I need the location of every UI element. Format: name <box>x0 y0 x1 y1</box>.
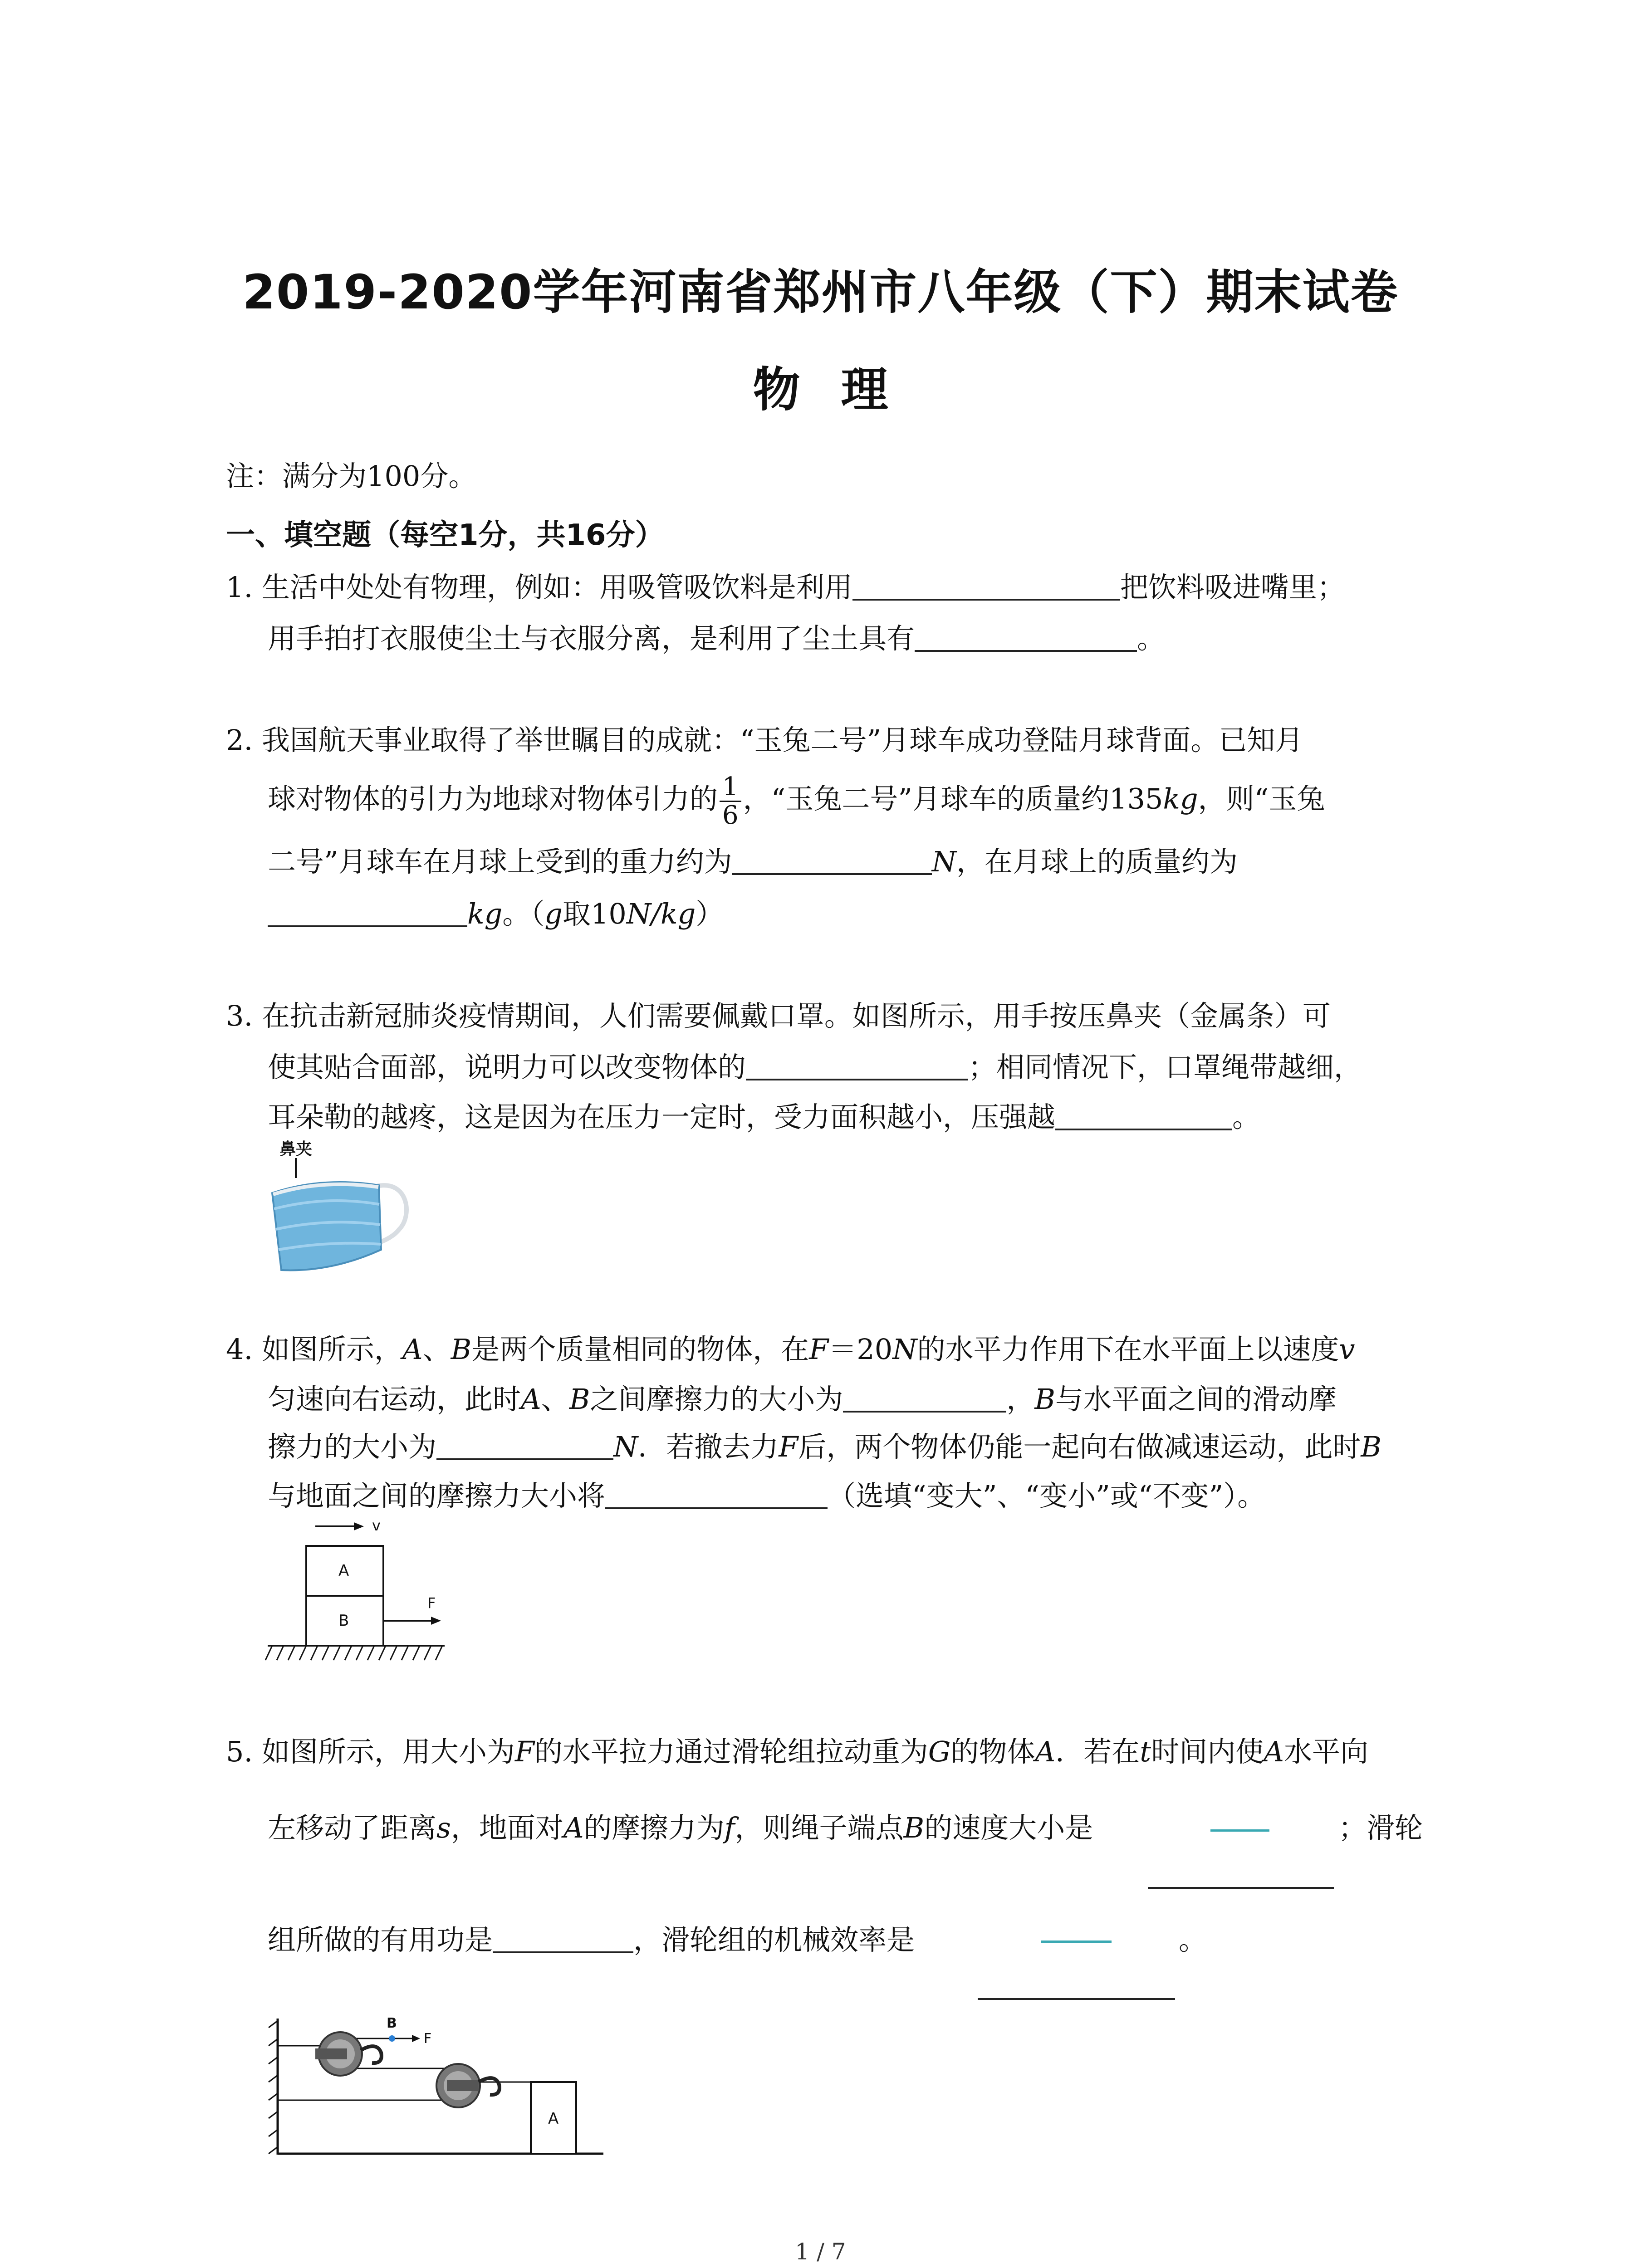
q5-blank-1[interactable] <box>1148 1887 1334 1889</box>
fixed-pulley-hook <box>361 2046 382 2063</box>
q5-teal-dash-1 <box>1210 1829 1269 1832</box>
page-number: 1 / 7 <box>795 2239 846 2265</box>
section-heading-fill-in: 一、填空题（每空1分，共16分） <box>226 518 664 552</box>
point-b-marker <box>389 2035 395 2042</box>
movable-pulley-hook <box>479 2078 500 2095</box>
q4-line-3: 擦力的大小为 N．若撤去力F后，两个物体仍能一起向右做减速运动，此时B <box>268 1430 1381 1463</box>
q4-line-2: 匀速向右运动，此时A、B之间摩擦力的大小为 ，B与水平面之间的滑动摩 <box>268 1383 1337 1416</box>
q5-line-2: 左移动了距离s，地面对A的摩擦力为f，则绳子端点B的速度大小是 <box>268 1811 1093 1844</box>
force-label: F <box>427 1594 436 1612</box>
q5-blank-2[interactable] <box>493 1923 633 1953</box>
q3-blank-2[interactable] <box>1055 1100 1232 1130</box>
q2-blank-2[interactable] <box>268 897 467 927</box>
q4-line-1: 4. 如图所示，A、B是两个质量相同的物体，在F＝20N的水平力作用下在水平面上以速度v <box>226 1333 1355 1366</box>
q5-line-3-end: 。 <box>1179 1923 1207 1956</box>
point-b-label: B <box>387 2015 397 2031</box>
exam-title: 2019-2020学年河南省郑州市八年级（下）期末试卷 <box>242 264 1399 320</box>
pull-force-label: F <box>424 2031 432 2047</box>
mask-figure <box>263 1136 413 1281</box>
q2-fraction: $\frac{1}{6}$ <box>720 773 741 829</box>
force-arrowhead <box>431 1617 441 1625</box>
q1-line-1: 1. 生活中处处有物理，例如：用吸管吸饮料是利用 把饮料吸进嘴里； <box>226 571 1345 604</box>
ground-hatching <box>265 1646 442 1660</box>
q2-line-1: 2. 我国航天事业取得了举世瞩目的成就：“玉兔二号”月球车成功登陆月球背面。已知月 <box>226 723 1303 757</box>
q1-line-2: 用手拍打衣服使尘土与衣服分离，是利用了尘土具有 。 <box>268 622 1166 655</box>
nose-clip-label: 鼻夹 <box>279 1140 313 1158</box>
blocks-figure <box>263 1515 454 1669</box>
q3-line-2: 使其贴合面部，说明力可以改变物体的 ；相同情况下，口罩绳带越细， <box>268 1051 1362 1084</box>
q1-blank-2[interactable] <box>915 622 1137 652</box>
q2-blank-1[interactable] <box>732 845 932 875</box>
exam-subject: 物理 <box>753 362 929 417</box>
q5-blank-3[interactable] <box>978 1998 1175 2000</box>
q3-line-3: 耳朵勒的越疼，这是因为在压力一定时，受力面积越小，压强越 。 <box>268 1100 1261 1134</box>
q4-blank-2[interactable] <box>436 1430 613 1460</box>
score-note: 注：满分为100分。 <box>226 459 477 493</box>
wall-hatching <box>269 2021 278 2154</box>
q4-blank-3[interactable] <box>605 1479 828 1509</box>
velocity-label: v <box>372 1517 381 1534</box>
q2-line-3: 二号”月球车在月球上受到的重力约为 N，在月球上的质量约为 <box>268 845 1238 878</box>
q2-line-2: 球对物体的引力为地球对物体引力的 $\frac{1}{6}$ ，“玉兔二号”月球车的质量约135kg，则“玉兔 <box>268 772 1325 830</box>
q5-line-3: 组所做的有用功是 ，滑轮组的机械效率是 <box>268 1923 915 1956</box>
q3-line-1: 3. 在抗击新冠肺炎疫情期间，人们需要佩戴口罩。如图所示，用手按压鼻夹（金属条）可 <box>226 999 1331 1032</box>
movable-pulley-axle <box>447 2080 479 2091</box>
q4-line-4: 与地面之间的摩擦力大小将 （选填“变大”、“变小”或“不变”）。 <box>268 1479 1266 1512</box>
fixed-pulley-axle <box>315 2048 347 2059</box>
block-a-label: A <box>338 1562 349 1580</box>
block-a-label: A <box>548 2110 559 2128</box>
q5-line-2-end: ；滑轮 <box>1338 1811 1423 1844</box>
q5-teal-dash-2 <box>1041 1941 1112 1943</box>
q3-blank-1[interactable] <box>746 1051 968 1080</box>
q5-line-1: 5. 如图所示，用大小为F的水平拉力通过滑轮组拉动重为G的物体A．若在t时间内使A水平向 <box>226 1735 1368 1768</box>
q4-blank-1[interactable] <box>843 1383 1006 1413</box>
velocity-arrowhead <box>354 1522 364 1530</box>
pulley-figure <box>268 2009 612 2164</box>
q1-blank-1[interactable] <box>852 571 1120 601</box>
q2-line-4: kg。（g取10N/kg） <box>268 896 724 932</box>
pull-force-arrowhead <box>412 2035 420 2042</box>
block-b-label: B <box>338 1612 349 1630</box>
